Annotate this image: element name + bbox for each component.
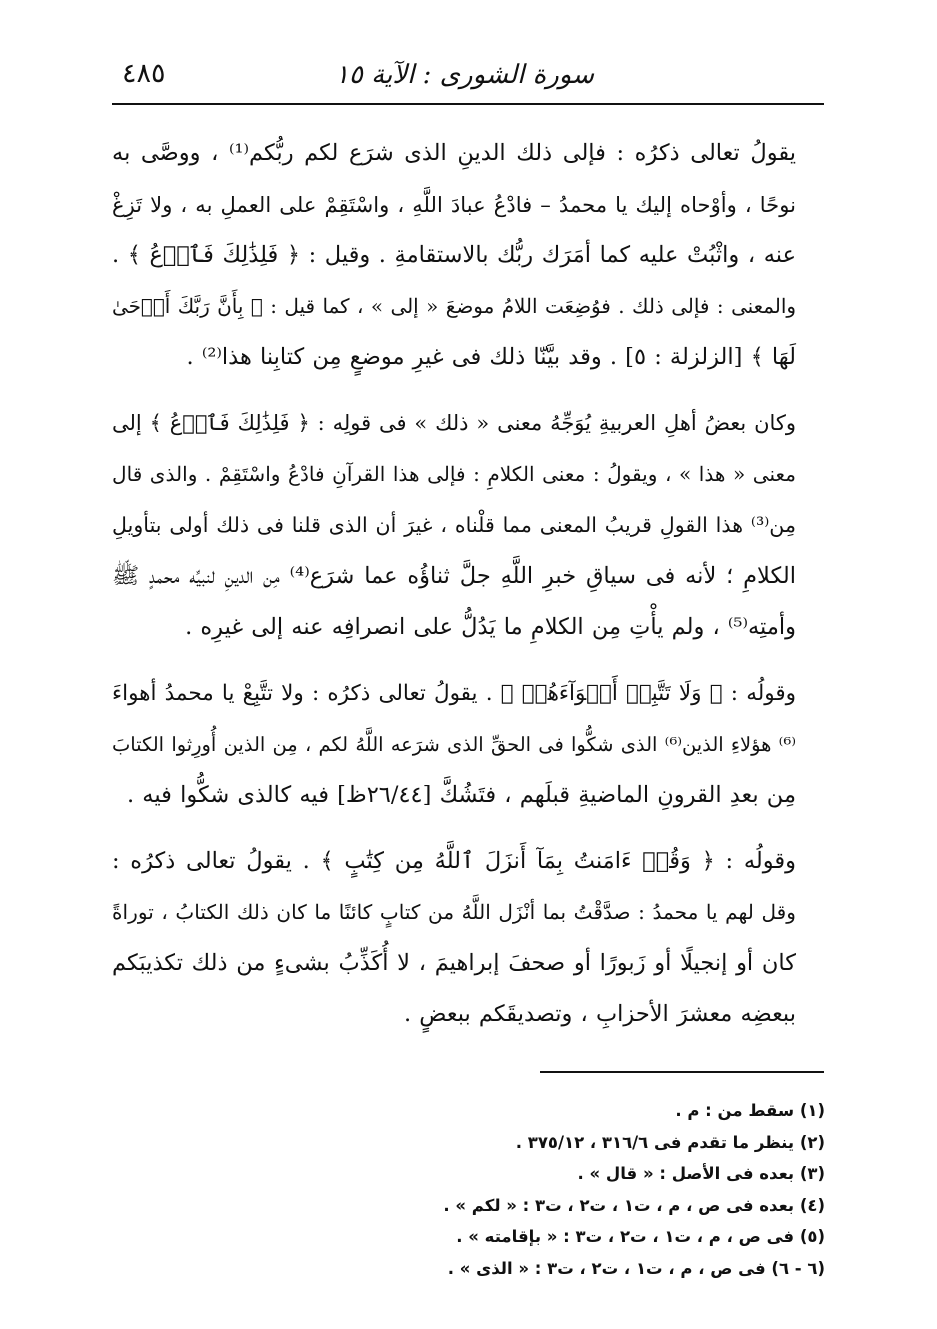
paragraph-1	[112, 128, 824, 383]
footnote-1: (١) سقط من : م .	[675, 1101, 825, 1120]
footnote-5: (٥) فى ص ، م ، ت١ ، ت٢ ، ت٣ : « بإقامته » .	[456, 1227, 825, 1246]
text-line: ببعضِه معشرَ الأحزابِ ، وتصديقَكم ببعضٍ .	[403, 1001, 796, 1027]
text-line: معنى « هذا » ، ويقولُ : معنى الكلامِ : فإلى هذا القرآنِ فادْعُ واسْتَقِمْ . والذى قال	[112, 462, 796, 486]
footnotes	[113, 1095, 825, 1284]
paragraph-3	[112, 668, 824, 821]
page-number: ٤٨٥	[122, 58, 166, 89]
text-line: لَهَا ﴾ [الزلزلة : ٥] . وقد بيَّنّا ذلك فى غيرِ موضعٍ مِن كتابِنا هذا⁽²⁾ .	[186, 344, 796, 370]
paragraph-2	[112, 398, 824, 653]
main-text	[112, 128, 824, 1055]
text-line: عنه ، واثْبُتْ عليه كما أمَرَك ربُّك بالاستقامةِ . وقيل : ﴿ فَلِذَٰلِكَ فَٱدۡعُ ﴾ .	[112, 242, 796, 268]
text-line: وقولُه : ﴿ وَلَا تَتَّبِعۡ أَهۡوَآءَهُمۡ ﴾ . يقولُ تعالى ذكرُه : ولا تتَّبِعْ يا محمدُ أهواءَ	[112, 681, 796, 706]
text-line: وقولُه : ﴿ وَقُلۡ ءَامَنتُ بِمَآ أَنزَلَ ٱللَّهُ مِن كِتَٰبٍ ﴾ . يقولُ تعالى ذكرُه :	[112, 848, 796, 874]
text-line: يقولُ تعالى ذكرُه : فإلى ذلك الدينِ الذى شرَع لكم ربُّكم⁽¹⁾ ، ووصَّى به	[112, 140, 796, 166]
text-line: الكلامِ ؛ لأنه فى سياقِ خبرِ اللَّهِ جلَّ ثناؤُه عما شرَع⁽⁴⁾ مِن الدينِ لنبيِّه محمدٍ ﷺ	[112, 563, 796, 589]
footnote-6: (٦ - ٦) فى ص ، م ، ت١ ، ت٢ ، ت٣ : « الذى » .	[447, 1258, 825, 1278]
running-title: سورة الشورى : الآية ١٥	[334, 60, 594, 90]
text-line: وكان بعضُ أهلِ العربيةِ يُوَجِّهُ معنى « ذلك » فى قولِه : ﴿ فَلِذَٰلِكَ فَٱدۡعُ ﴾ إلى	[112, 411, 796, 435]
paragraph-4	[112, 836, 824, 1040]
footnote-3: (٣) بعده فى الأصل : « قال » .	[577, 1164, 825, 1183]
text-line: وقل لهم يا محمدُ : صدَّقْتُ بما أنْزَل اللَّهُ من كتابٍ كائنًا ما كان ذلك الكتابُ ، توراةً	[112, 900, 796, 924]
text-line: مِن بعدِ القرونِ الماضيةِ قبلَهم ، فتَشُكَّ [٢٦/٤٤ظ] فيه كالذى شكُّوا فيه .	[127, 782, 796, 808]
header-divider	[112, 103, 824, 105]
text-line: والمعنى : فإلى ذلك . فوُضِعَت اللامُ موضعَ « إلى » ، كما قيل : ﴿ بِأَنَّ رَبَّكَ أَوۡحَىٰ	[112, 295, 796, 318]
footnote-2: (٢) ينظر ما تقدم فى ٣١٦/٦ ، ٣٧٥/١٢ .	[515, 1132, 825, 1152]
footnote-4: (٤) بعده فى ص ، م ، ت١ ، ت٢ ، ت٣ : « لكم » .	[443, 1195, 825, 1215]
text-line: ⁽⁶⁾ هؤلاءِ الذين⁽⁶⁾ الذى شكُّوا فى الحقِّ الذى شرَعه اللَّهُ لكم ، مِن الذين أُورِثوا الكتابَ	[112, 733, 796, 756]
running-header	[112, 52, 824, 96]
text-line: نوحًا ، وأوْحاه إليك يا محمدُ – فادْعُ عبادَ اللَّهِ ، واسْتَقِمْ على العملِ به ، ولا تَزِغْ	[112, 192, 796, 217]
footnote-divider	[540, 1071, 824, 1073]
text-line: وأمتِه⁽⁵⁾ ، ولم يأْتِ مِن الكلامِ ما يَدُلُّ على انصرافِه عنه إلى غيرِه .	[185, 614, 796, 640]
text-line: كان أو إنجيلًا أو زَبورًا أو صحفَ إبراهيمَ ، لا أُكَذِّبُ بشىءٍ من ذلك تكذيبَكم	[112, 950, 796, 976]
text-line: مِن⁽³⁾ هذا القولِ قريبُ المعنى مما قلْناه ، غيرَ أن الذى قلنا فى ذلك أولى بتأويلِ	[112, 513, 796, 537]
